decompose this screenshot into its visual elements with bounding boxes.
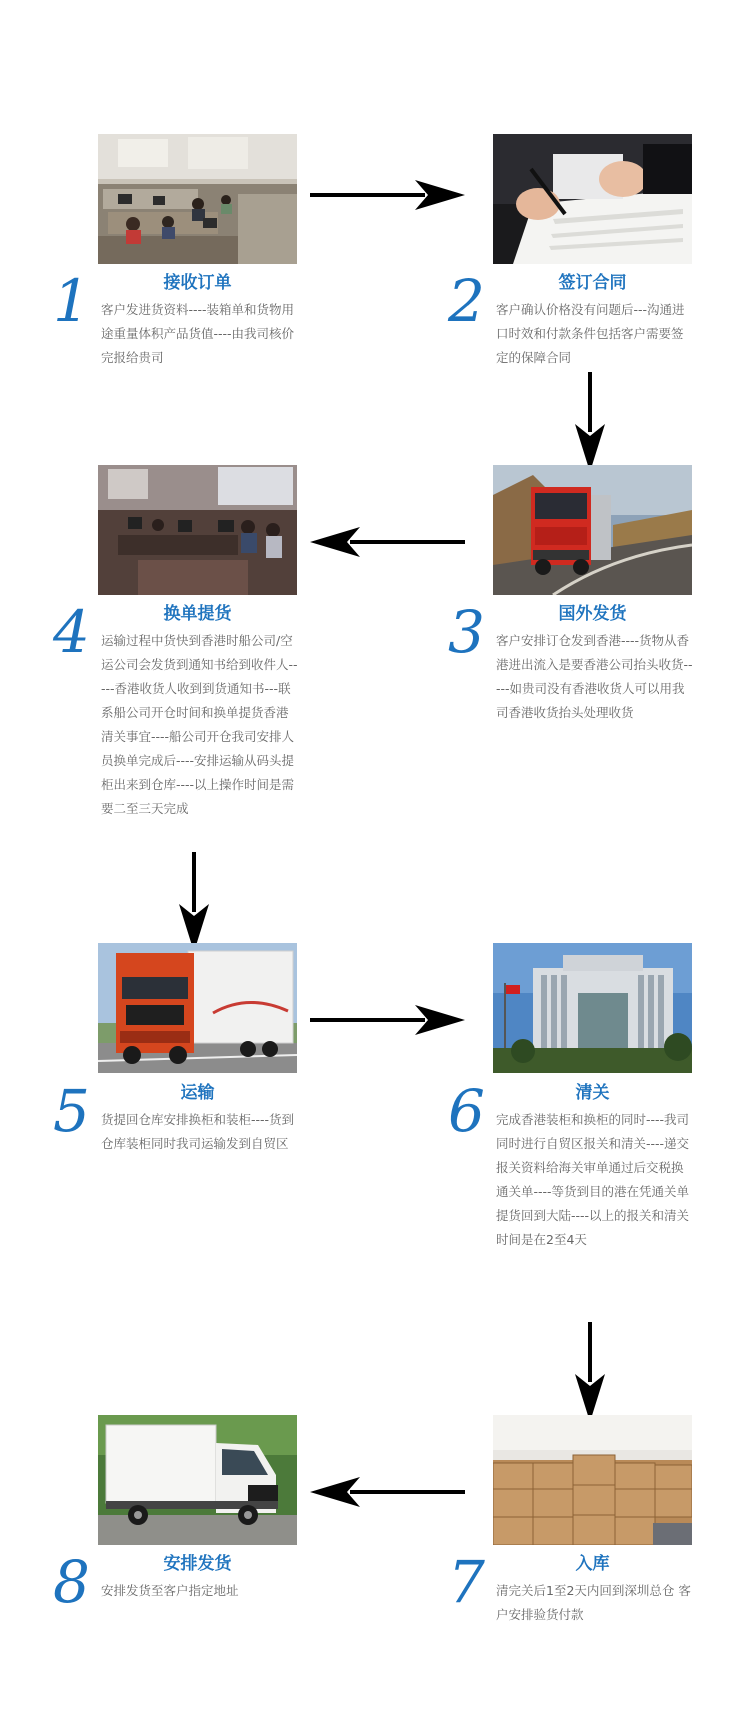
step-4-description: 运输过程中货快到香港时船公司/空运公司会发货到通知书给到收件人-----香港收货人收到到货通知书---联系船公司开仓时间和换单提货香港清关事宜----船公司开仓我司安排人员换单完成后----安排运输从码头提柜出来到仓库----以上操作时间是需要二至三天完成 bbox=[101, 633, 298, 816]
step-6-title: 清关 bbox=[575, 1083, 610, 1103]
step-6-photo bbox=[493, 943, 692, 1073]
step-2-title: 签订合同 bbox=[558, 273, 627, 293]
step-8-description: 安排发货至客户指定地址 bbox=[101, 1583, 239, 1598]
step-4-number: 4 bbox=[53, 598, 90, 666]
step-6-number: 6 bbox=[448, 1077, 485, 1145]
down-arrow-icon bbox=[177, 852, 211, 952]
step-5-description: 货提回仓库安排换柜和装柜----货到仓库装柜同时我司运输发到自贸区 bbox=[101, 1112, 295, 1151]
down-arrow-icon bbox=[573, 1322, 607, 1422]
left-arrow-icon bbox=[310, 525, 465, 559]
step-7-description: 清完关后1至2天内回到深圳总仓 客户安排验货付款 bbox=[496, 1583, 691, 1622]
step-3-number: 3 bbox=[448, 598, 485, 666]
right-arrow-icon bbox=[310, 178, 465, 212]
down-arrow-icon bbox=[573, 372, 607, 472]
customs-building-photo bbox=[493, 943, 692, 1073]
step-2-number: 2 bbox=[448, 267, 485, 335]
step-2-photo bbox=[493, 134, 692, 264]
isuzu-truck-photo bbox=[98, 1415, 297, 1545]
step-5-title: 运输 bbox=[180, 1083, 215, 1103]
step-8-photo bbox=[98, 1415, 297, 1545]
volvo-truck-photo bbox=[98, 943, 297, 1073]
step-3-title: 国外发货 bbox=[558, 604, 627, 624]
step-5-number: 5 bbox=[53, 1077, 90, 1145]
step-4-photo bbox=[98, 465, 297, 595]
step-8-number: 8 bbox=[53, 1548, 90, 1616]
step-2-description: 客户确认价格没有问题后---沟通进口时效和付款条件包括客户需要签定的保障合同 bbox=[496, 302, 685, 365]
office-room-photo bbox=[98, 465, 297, 595]
step-5-photo bbox=[98, 943, 297, 1073]
step-4-title: 换单提货 bbox=[163, 604, 232, 624]
red-truck-road-photo bbox=[493, 465, 692, 595]
office-workers-photo bbox=[98, 134, 297, 264]
warehouse-boxes-photo bbox=[493, 1415, 692, 1545]
step-7-photo bbox=[493, 1415, 692, 1545]
signing-contract-photo bbox=[493, 134, 692, 264]
left-arrow-icon bbox=[310, 1475, 465, 1509]
step-3-description: 客户安排订仓发到香港----货物从香港进出流入是要香港公司抬头收货-----如贵司没有香港收货人可以用我司香港收货抬头处理收货 bbox=[496, 633, 693, 720]
step-7-title: 入库 bbox=[575, 1554, 610, 1574]
step-3-photo bbox=[493, 465, 692, 595]
step-7-number: 7 bbox=[448, 1548, 485, 1616]
step-8-title: 安排发货 bbox=[163, 1554, 232, 1574]
step-6-description: 完成香港装柜和换柜的同时----我司同时进行自贸区报关和清关----递交报关资料给海关审单通过后交税换通关单----等货到目的港在凭通关单提货回到大陆----以上的报关和清关时间是在2至4天 bbox=[496, 1112, 690, 1247]
step-1-number: 1 bbox=[53, 267, 90, 335]
step-1-title: 接收订单 bbox=[163, 273, 232, 293]
step-1-description: 客户发进货资料----装箱单和货物用途重量体积产品货值----由我司核价完报给贵司 bbox=[101, 302, 295, 365]
step-1-photo bbox=[98, 134, 297, 264]
right-arrow-icon bbox=[310, 1003, 465, 1037]
